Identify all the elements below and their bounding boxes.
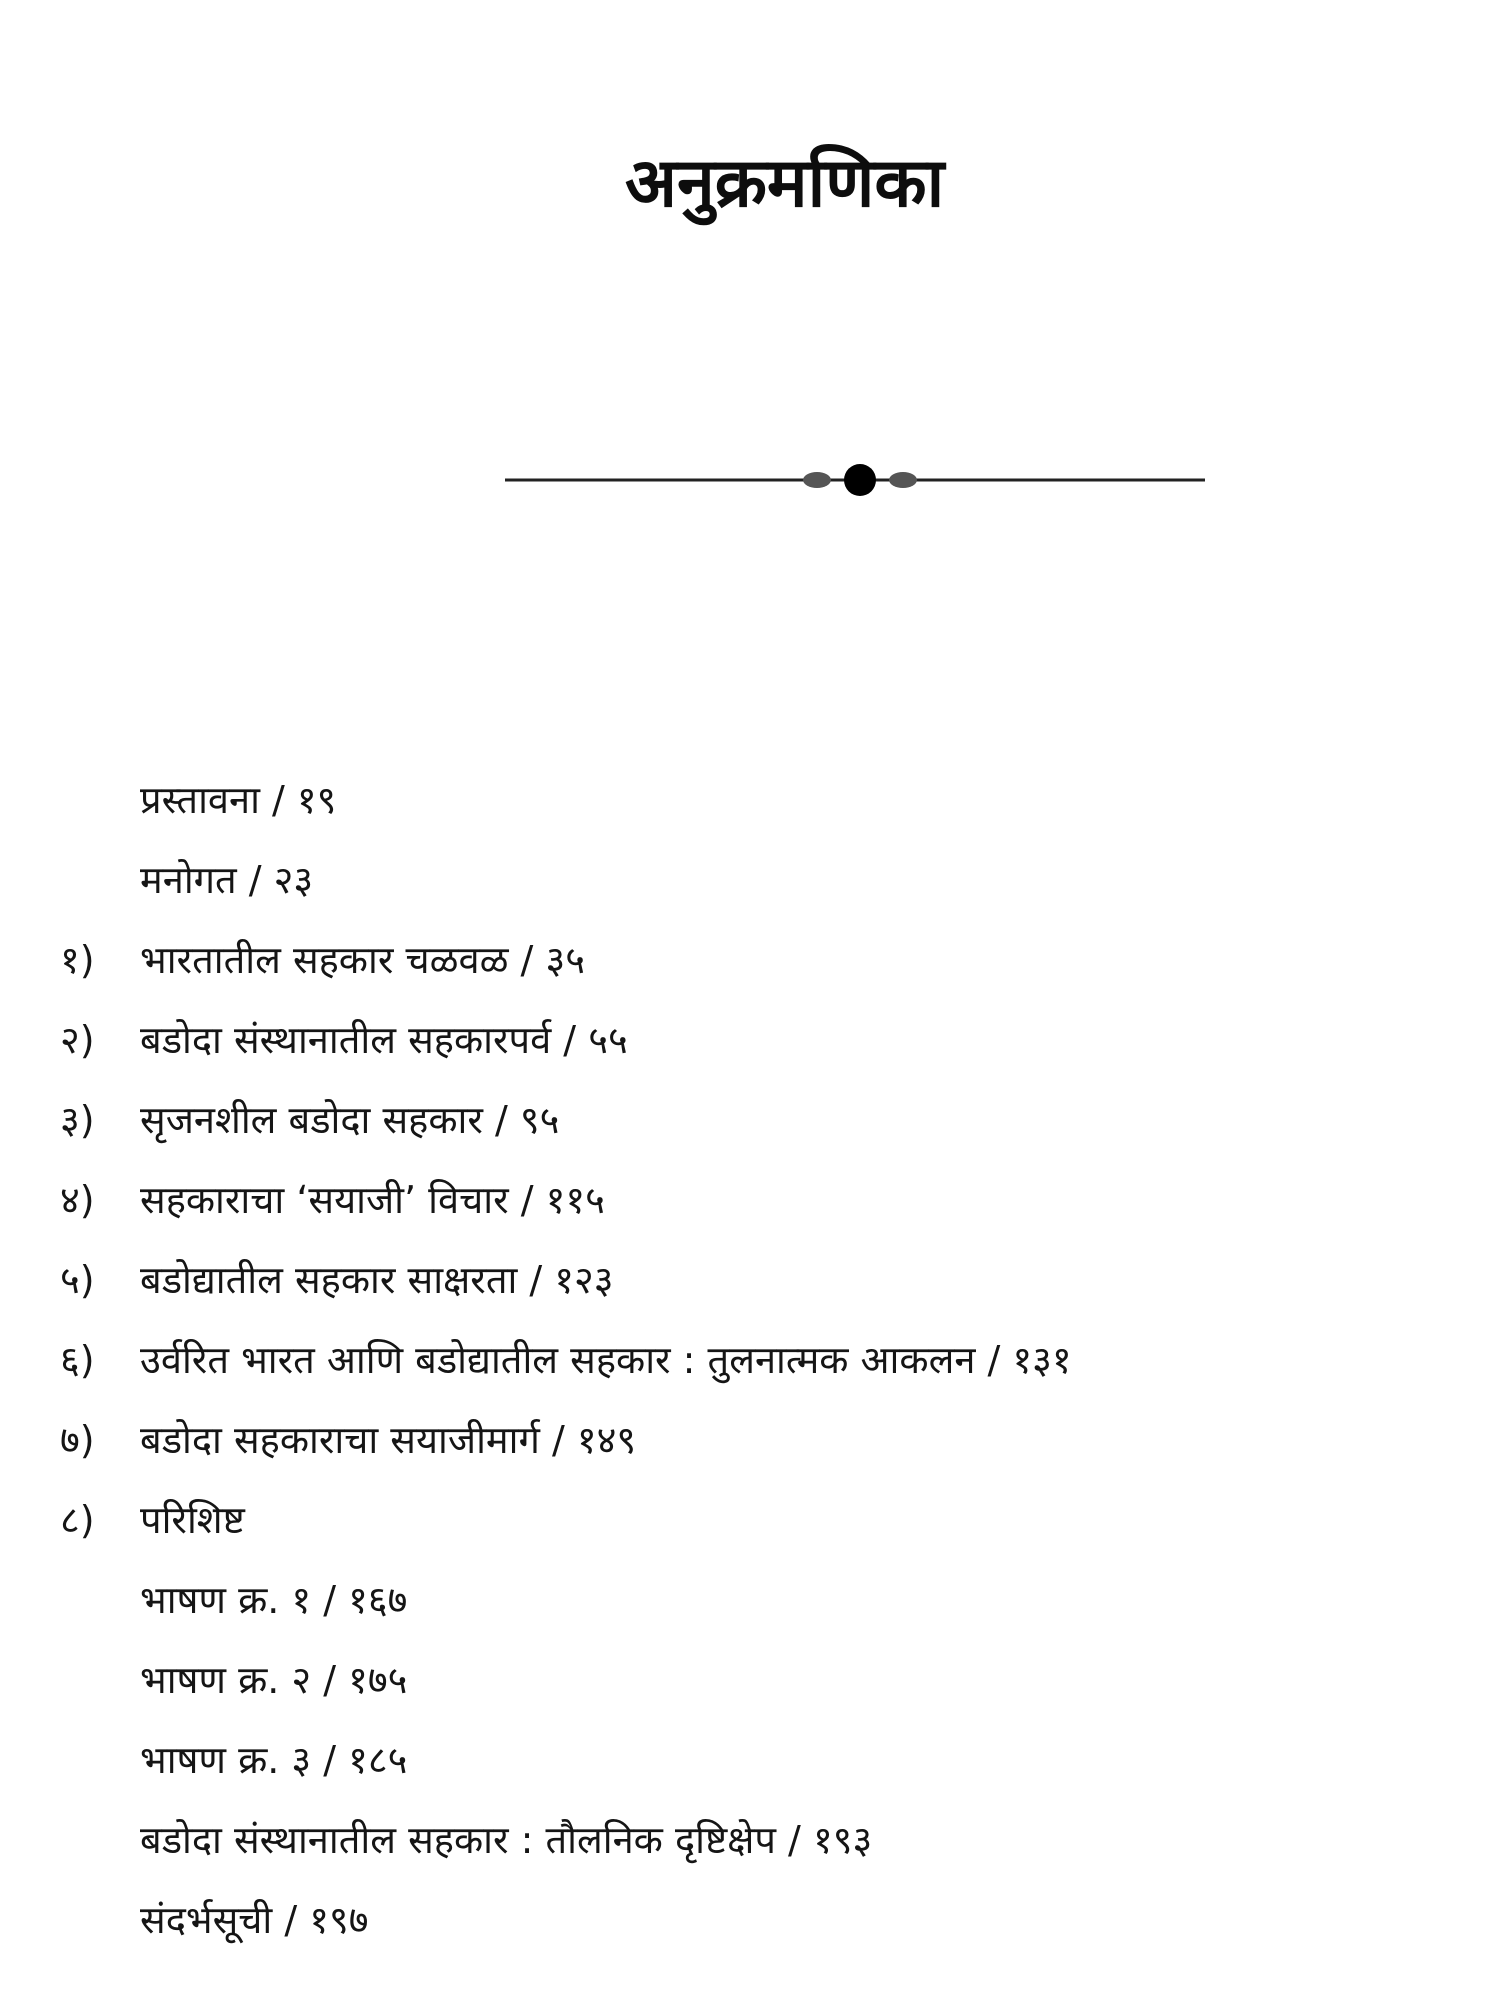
toc-entry-number: २) — [60, 1018, 95, 1062]
toc-entry-text: उर्वरित भारत आणि बडोद्यातील सहकार : तुलनात्मक आकलन / १३१ — [140, 1338, 1072, 1382]
toc-entry-text: बडोदा संस्थानातील सहकारपर्व / ५५ — [140, 1018, 628, 1062]
toc-entry-number: ४) — [60, 1178, 95, 1222]
toc-entry-number: ५) — [60, 1258, 95, 1302]
toc-entry-text: बडोदा सहकाराचा सयाजीमार्ग / १४९ — [140, 1418, 637, 1462]
toc-entry-text: संदर्भसूची / १९७ — [140, 1898, 369, 1942]
toc-entry-chapter-3 — [0, 1095, 1500, 1145]
toc-entry-speech-2 — [0, 1655, 1500, 1705]
toc-entry-text: भाषण क्र. २ / १७५ — [140, 1658, 408, 1702]
toc-entry-number: १) — [60, 938, 95, 982]
toc-entry-number: ३) — [60, 1098, 95, 1142]
toc-entry-text: सृजनशील बडोदा सहकार / ९५ — [140, 1098, 560, 1142]
toc-entry-text: मनोगत / २३ — [140, 858, 314, 902]
toc-entry-comparative-view — [0, 1815, 1500, 1865]
toc-entry-speech-3 — [0, 1735, 1500, 1785]
toc-entry-text: प्रस्तावना / १९ — [140, 778, 337, 822]
toc-entry-chapter-2 — [0, 1015, 1500, 1065]
toc-entry-number: ८) — [60, 1498, 95, 1542]
toc-entry-text: परिशिष्ट — [140, 1498, 245, 1542]
toc-entry-author-note — [0, 855, 1500, 905]
toc-entry-chapter-1 — [0, 935, 1500, 985]
toc-entry-text: भारतातील सहकार चळवळ / ३५ — [140, 938, 585, 982]
toc-entry-chapter-5 — [0, 1255, 1500, 1305]
toc-entry-chapter-7 — [0, 1415, 1500, 1465]
toc-entry-chapter-6 — [0, 1335, 1500, 1385]
toc-entry-number: ७) — [60, 1418, 95, 1462]
toc-entry-text: भाषण क्र. ३ / १८५ — [140, 1738, 408, 1782]
toc-entry-text: बडोदा संस्थानातील सहकार : तौलनिक दृष्टिक्षेप / १९३ — [140, 1818, 873, 1862]
toc-entry-preface — [0, 775, 1500, 825]
page-title: अनुक्रमणिका — [625, 144, 945, 223]
toc-entry-text: सहकाराचा ‘सयाजी’ विचार / ११५ — [140, 1178, 605, 1222]
toc-entry-bibliography — [0, 1895, 1500, 1945]
toc-entry-chapter-8 — [0, 1495, 1500, 1545]
toc-entry-chapter-4 — [0, 1175, 1500, 1225]
toc-entry-text: भाषण क्र. १ / १६७ — [140, 1578, 408, 1622]
toc-entry-speech-1 — [0, 1575, 1500, 1625]
toc-entry-text: बडोद्यातील सहकार साक्षरता / १२३ — [140, 1258, 614, 1302]
toc-entry-number: ६) — [60, 1338, 95, 1382]
